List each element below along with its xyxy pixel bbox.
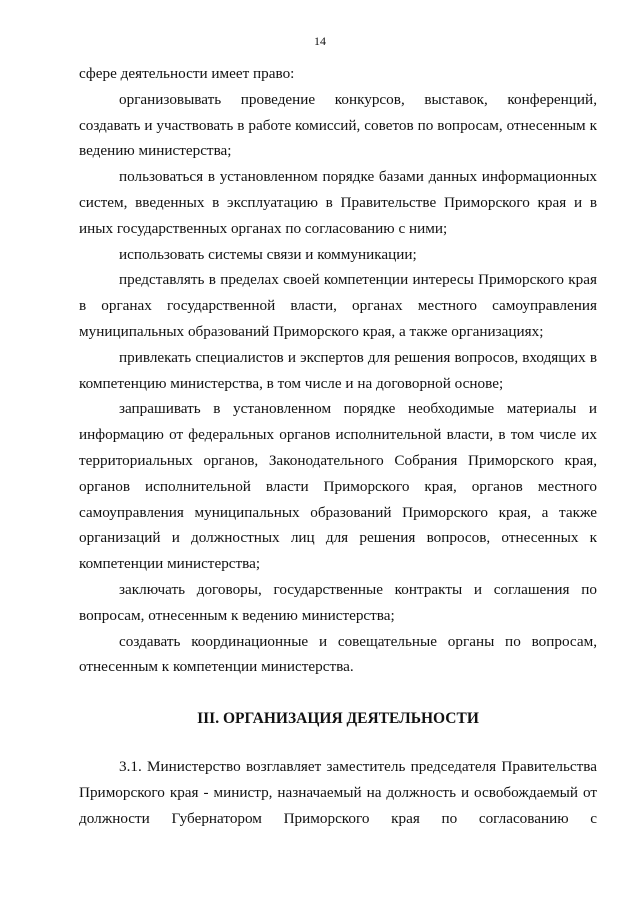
- page-number: 14: [314, 34, 326, 48]
- paragraph-organize-events: организовывать проведение конкурсов, выставок, конференций, создавать и участвовать в работе комиссий, советов по вопросам, отнесенным к ведению министерства;: [79, 90, 597, 160]
- paragraph-create-bodies: создавать координационные и совещательные органы по вопросам, отнесенным к компетенции министерства.: [79, 632, 597, 676]
- document-body: [79, 61, 597, 831]
- paragraph-conclude-contracts: заключать договоры, государственные контракты и соглашения по вопросам, отнесенным к ведению министерства;: [79, 580, 597, 624]
- paragraph-continuation: сфере деятельности имеет право:: [79, 65, 295, 82]
- paragraph-represent-interests: представлять в пределах своей компетенции интересы Приморского края в органах государственной власти, органах местного самоуправления муниципальных образований Приморского края, а также организациях;: [79, 271, 597, 340]
- paragraph-section-3-1: 3.1. Министерство возглавляет заместитель председателя Правительства Приморского края - министр, назначаемый на должность и освобождаемый от должности Губернатором Приморского края по согласованию с: [79, 757, 597, 827]
- section-heading: III. ОРГАНИЗАЦИЯ ДЕЯТЕЛЬНОСТИ: [197, 710, 479, 728]
- paragraph-use-databases: пользоваться в установленном порядке базами данных информационных систем, введенных в эксплуатацию в Правительстве Приморского края и в иных государственных органах по согласованию с ними;: [79, 168, 597, 237]
- paragraph-communications: использовать системы связи и коммуникации;: [119, 245, 417, 263]
- paragraph-engage-experts: привлекать специалистов и экспертов для решения вопросов, входящих в компетенцию министерства, в том числе и на договорной основе;: [79, 348, 597, 392]
- paragraph-request-materials: запрашивать в установленном порядке необходимые материалы и информацию от федеральных органов исполнительной власти, в том числе их территориальных органов, Законодательного Собрания Приморского края, органов исполнительной власти Приморского края, органов местного самоуправления муниципальных образований Приморского края, а также организаций и должностных лиц для решения вопросов, отнесенных к компетенции министерства;: [79, 400, 597, 573]
